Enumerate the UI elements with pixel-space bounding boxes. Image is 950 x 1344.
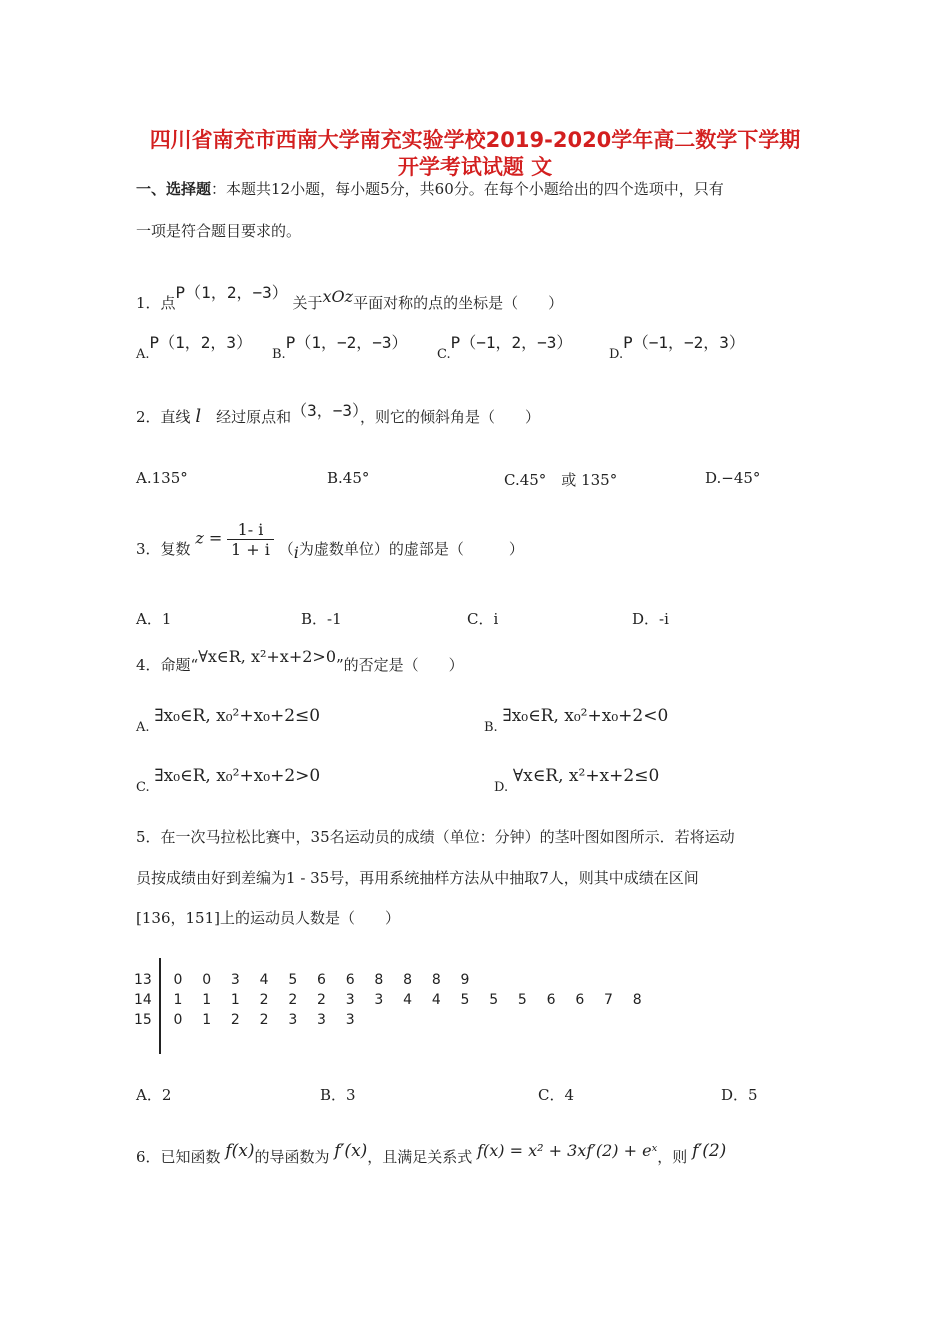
q1-option-d: P（−1，−2，3） bbox=[623, 333, 745, 352]
q1-option-a-label: A. bbox=[136, 347, 150, 362]
leaf-14-4: 2 bbox=[288, 992, 298, 1008]
q4-option-a: ∃x₀∈R, x₀²+x₀+2≤0 bbox=[154, 706, 321, 726]
leaf-13-8: 8 bbox=[403, 972, 413, 988]
q6-mid3: ，则 bbox=[657, 1148, 688, 1166]
leaf-15-6: 3 bbox=[345, 1012, 355, 1028]
section-label: 一、选择题 bbox=[136, 180, 212, 198]
q4-statement: ∀x∈R, x²+x+2>0 bbox=[198, 647, 336, 666]
title-line-2: 开学考试试题 文 bbox=[397, 155, 553, 179]
q5-option-a: A．2 bbox=[136, 1086, 172, 1104]
leaf-14-2: 1 bbox=[230, 992, 240, 1008]
q4-option-a-label: A. bbox=[136, 720, 150, 735]
q1-prefix: 1．点 bbox=[136, 294, 176, 312]
leaf-13-10: 9 bbox=[460, 972, 470, 988]
q6-stem bbox=[136, 1141, 727, 1167]
leaf-14-9: 4 bbox=[431, 992, 441, 1008]
q4-option-b: ∃x₀∈R, x₀²+x₀+2<0 bbox=[502, 706, 669, 726]
stem-14: 14 bbox=[134, 992, 152, 1008]
q4-option-d-wrap bbox=[494, 766, 660, 796]
leaf-14-8: 4 bbox=[403, 992, 413, 1008]
q1-option-d-label: D. bbox=[609, 347, 624, 362]
stem-13: 13 bbox=[134, 972, 152, 988]
leaf-13-2: 3 bbox=[230, 972, 240, 988]
q4-stem bbox=[136, 647, 464, 675]
q6-prefix: 6．已知函数 bbox=[136, 1148, 221, 1166]
leaf-14-0: 1 bbox=[173, 992, 183, 1008]
q5-line-1: 5．在一次马拉松比赛中，35名运动员的成绩（单位：分钟）的茎叶图如图所示．若将运动 bbox=[136, 828, 735, 846]
q1-option-b: P（1，−2，−3） bbox=[285, 333, 408, 352]
q2-prefix: 2．直线 bbox=[136, 408, 191, 426]
q4-option-d-label: D. bbox=[494, 780, 509, 795]
q3-numerator: 1- i bbox=[227, 520, 274, 540]
q3-prefix: 3．复数 bbox=[136, 539, 191, 558]
q3-option-d: D．-i bbox=[632, 610, 669, 628]
q1-option-a: P（1，2，3） bbox=[149, 333, 253, 352]
section-intro bbox=[136, 178, 724, 199]
q6-equation: f(x) = x² + 3xf′(2) + eˣ bbox=[477, 1141, 658, 1160]
leaf-13-6: 6 bbox=[345, 972, 355, 988]
q3-option-a: A．1 bbox=[136, 610, 172, 628]
leaf-15-3: 2 bbox=[259, 1012, 269, 1028]
leaf-13-5: 6 bbox=[317, 972, 326, 988]
q3-suffix-b: 为虚数单位）的虚部是（ ） bbox=[298, 539, 524, 558]
stem-15: 15 bbox=[134, 1012, 152, 1028]
leaf-14-1: 1 bbox=[202, 992, 212, 1008]
q1-options bbox=[136, 333, 253, 363]
leaf-14-11: 5 bbox=[489, 992, 499, 1008]
q2-suffix: ，则它的倾斜角是（ ） bbox=[360, 408, 541, 426]
q2-option-d: D.−45° bbox=[705, 469, 761, 487]
q1-stem bbox=[136, 283, 564, 313]
leaf-15-4: 3 bbox=[288, 1012, 298, 1028]
q1-suffix: 平面对称的点的坐标是（ ） bbox=[353, 294, 564, 312]
q1-option-c-label: C. bbox=[437, 347, 451, 362]
q6-fprime: f′(x) bbox=[334, 1141, 368, 1161]
q6-mid2: ，且满足关系式 bbox=[367, 1148, 473, 1166]
q3-option-c: C．i bbox=[467, 610, 499, 628]
q2-option-a: A.135° bbox=[136, 469, 188, 487]
leaf-15-0: 0 bbox=[173, 1012, 183, 1028]
q5-line-3: [136，151]上的运动员人数是（ ） bbox=[136, 909, 400, 927]
leaf-13-7: 8 bbox=[374, 972, 384, 988]
q1-option-b-wrap bbox=[272, 333, 408, 363]
leaf-14-12: 5 bbox=[517, 992, 527, 1008]
q4-option-c-wrap bbox=[136, 766, 321, 796]
leaf-15-2: 2 bbox=[230, 1012, 240, 1028]
leaf-14-16: 8 bbox=[632, 992, 642, 1008]
leaf-14-15: 7 bbox=[604, 992, 613, 1008]
leaf-14-10: 5 bbox=[460, 992, 470, 1008]
q6-tail: f′(2) bbox=[692, 1141, 727, 1161]
q1-option-c: P（−1，2，−3） bbox=[450, 333, 573, 352]
q1-point: P（1，2，−3） bbox=[175, 283, 288, 302]
q3-stem bbox=[136, 520, 524, 562]
q1-option-d-wrap bbox=[609, 333, 745, 363]
q3-fraction bbox=[227, 520, 274, 559]
q3-z: z = bbox=[195, 528, 223, 548]
q6-mid1: 的导函数为 bbox=[254, 1148, 330, 1166]
stem-divider bbox=[159, 958, 161, 1054]
q5-line-2: 员按成绩由好到差编为1 - 35号，再用系统抽样方法从中抽取7人，则其中成绩在区间 bbox=[136, 869, 699, 887]
leaf-14-14: 6 bbox=[575, 992, 585, 1008]
title-line-1: 四川省南充市西南大学南充实验学校2019-2020学年高二数学下学期 bbox=[149, 128, 801, 152]
q5-option-b: B．3 bbox=[320, 1086, 356, 1104]
q4-prefix: 4．命题“ bbox=[136, 656, 199, 674]
q3-suffix-a: （ bbox=[278, 539, 294, 558]
q5-option-d: D．5 bbox=[721, 1086, 758, 1104]
section-text-2: 一项是符合题目要求的。 bbox=[136, 222, 302, 240]
q2-mid: 经过原点和 bbox=[216, 408, 292, 426]
q4-option-d: ∀x∈R, x²+x+2≤0 bbox=[512, 766, 660, 786]
leaf-13-3: 4 bbox=[259, 972, 269, 988]
leaf-14-5: 2 bbox=[317, 992, 326, 1008]
q1-option-c-wrap bbox=[437, 333, 573, 363]
q4-option-c-label: C. bbox=[136, 780, 150, 795]
leaf-13-4: 5 bbox=[288, 972, 298, 988]
q2-option-b: B.45° bbox=[327, 469, 370, 487]
q4-suffix: ”的否定是（ ） bbox=[336, 656, 464, 674]
section-text-1: ：本题共12小题，每小题5分，共60分。在每个小题给出的四个选项中，只有 bbox=[211, 180, 724, 198]
q3-i: i bbox=[293, 542, 299, 562]
leaf-13-1: 0 bbox=[202, 972, 212, 988]
q4-option-c: ∃x₀∈R, x₀²+x₀+2>0 bbox=[154, 766, 321, 786]
leaf-13-9: 8 bbox=[431, 972, 441, 988]
q3-denominator: 1 + i bbox=[231, 540, 270, 559]
q4-option-b-label: B. bbox=[484, 720, 498, 735]
q2-stem bbox=[136, 401, 541, 427]
leaf-14-13: 6 bbox=[546, 992, 556, 1008]
q1-plane: xOz bbox=[322, 287, 354, 306]
leaf-15-5: 3 bbox=[317, 1012, 326, 1028]
q4-option-a-wrap bbox=[136, 706, 321, 736]
q2-var: l bbox=[195, 406, 202, 427]
q2-point: （3，−3） bbox=[291, 401, 361, 420]
leaf-14-7: 3 bbox=[374, 992, 384, 1008]
leaf-14-6: 3 bbox=[345, 992, 355, 1008]
q1-mid: 关于 bbox=[292, 294, 323, 312]
q5-option-c: C．4 bbox=[538, 1086, 575, 1104]
leaf-15-1: 1 bbox=[202, 1012, 212, 1028]
q2-option-c: C.45° 或 135° bbox=[504, 471, 618, 489]
q3-option-b: B．-1 bbox=[301, 610, 342, 628]
leaf-14-3: 2 bbox=[259, 992, 269, 1008]
q1-option-b-label: B. bbox=[272, 347, 286, 362]
q4-option-b-wrap bbox=[484, 706, 669, 736]
q6-f: f(x) bbox=[225, 1141, 255, 1161]
leaf-13-0: 0 bbox=[173, 972, 183, 988]
